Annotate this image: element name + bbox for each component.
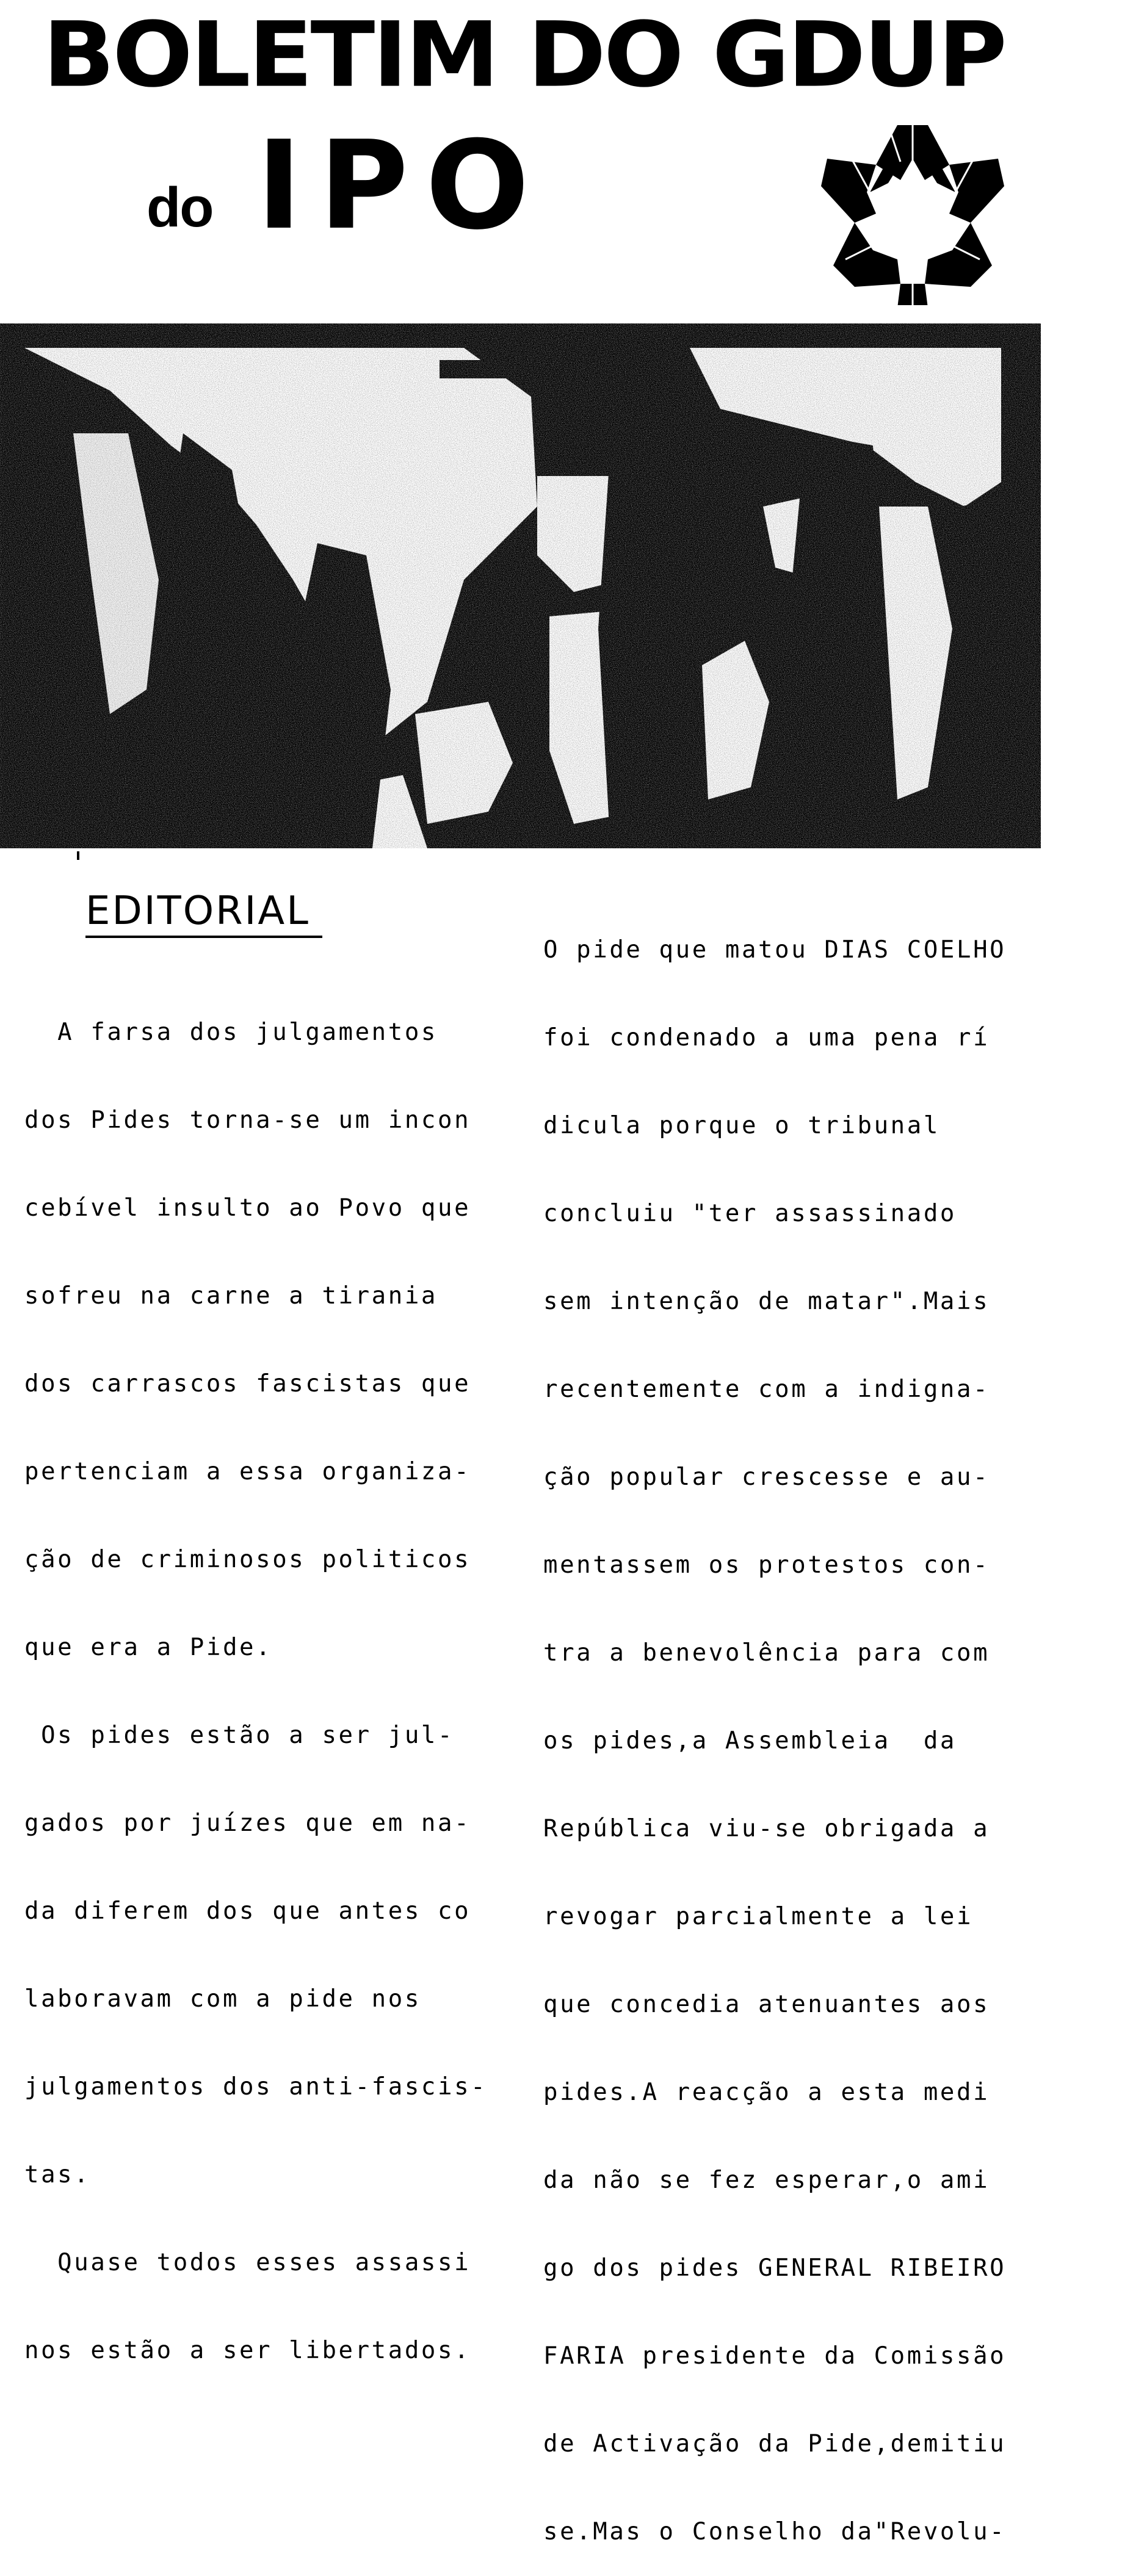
text-line: se.Mas o Conselho da"Revolu- [543,2518,1007,2545]
text-line: que concedia atenuantes aos [543,1991,990,2018]
text-line: Os pides estão a ser jul- [24,1722,455,1749]
text-line: sem intenção de matar".Mais [543,1288,990,1315]
text-line: cebível insulto ao Povo que [24,1194,471,1222]
editorial-right-column [543,877,1006,2576]
text-line: os pides,a Assembleia da [543,1727,957,1755]
star-petal-emblem-icon [821,122,1004,305]
text-line: da não se fez esperar,o ami [543,2167,990,2194]
text-line: sofreu na carne a tirania [24,1282,438,1310]
text-line: laboravam com a pide nos [24,1985,421,2013]
editorial-heading: EDITORIAL [85,889,310,934]
editorial-underline [85,936,322,938]
text-line: O pide que matou DIAS COELHO [543,936,1007,964]
protest-crowd-photo [0,323,1041,848]
text-line: de Activação da Pide,demitiu [543,2430,1007,2458]
text-line: nos estão a ser libertados. [24,2337,471,2364]
text-line: ção de criminosos politicos [24,1546,471,1573]
text-line: FARIA presidente da Comissão [543,2342,1007,2370]
masthead-title: BOLETIM DO GDUP [43,2,1005,107]
text-line: revogar parcialmente a lei [543,1903,974,1930]
text-line: foi condenado a uma pena rí [543,1024,990,1052]
stray-mark [77,851,79,860]
text-line: go dos pides GENERAL RIBEIRO [543,2254,1007,2282]
text-line: recentemente com a indigna- [543,1376,990,1403]
text-line: Quase todos esses assassi [24,2249,471,2276]
text-line: da diferem dos que antes co [24,1897,471,1925]
masthead-subtitle-prefix: do [147,176,213,239]
text-line: pides.A reacção a esta medi [543,2079,990,2106]
text-line: dicula porque o tribunal [543,1112,940,1139]
text-line: mentassem os protestos con- [543,1551,990,1579]
text-line: gados por juízes que em na- [24,1809,471,1837]
text-line: A farsa dos julgamentos [24,1019,438,1046]
text-line: dos carrascos fascistas que [24,1370,471,1398]
masthead-subtitle-main: IPO [256,115,547,257]
text-line: tra a benevolência para com [543,1639,990,1667]
text-line: que era a Pide. [24,1634,273,1661]
text-line: tas. [24,2161,91,2188]
text-line: dos Pides torna-se um incon [24,1106,471,1134]
text-line: República viu-se obrigada a [543,1815,990,1842]
text-line: ção popular crescesse e au- [543,1463,990,1491]
text-line: pertenciam a essa organiza- [24,1458,471,1485]
text-line: julgamentos dos anti-fascis- [24,2073,488,2101]
text-line: concluiu "ter assassinado [543,1200,957,1227]
editorial-left-column [24,959,487,2395]
